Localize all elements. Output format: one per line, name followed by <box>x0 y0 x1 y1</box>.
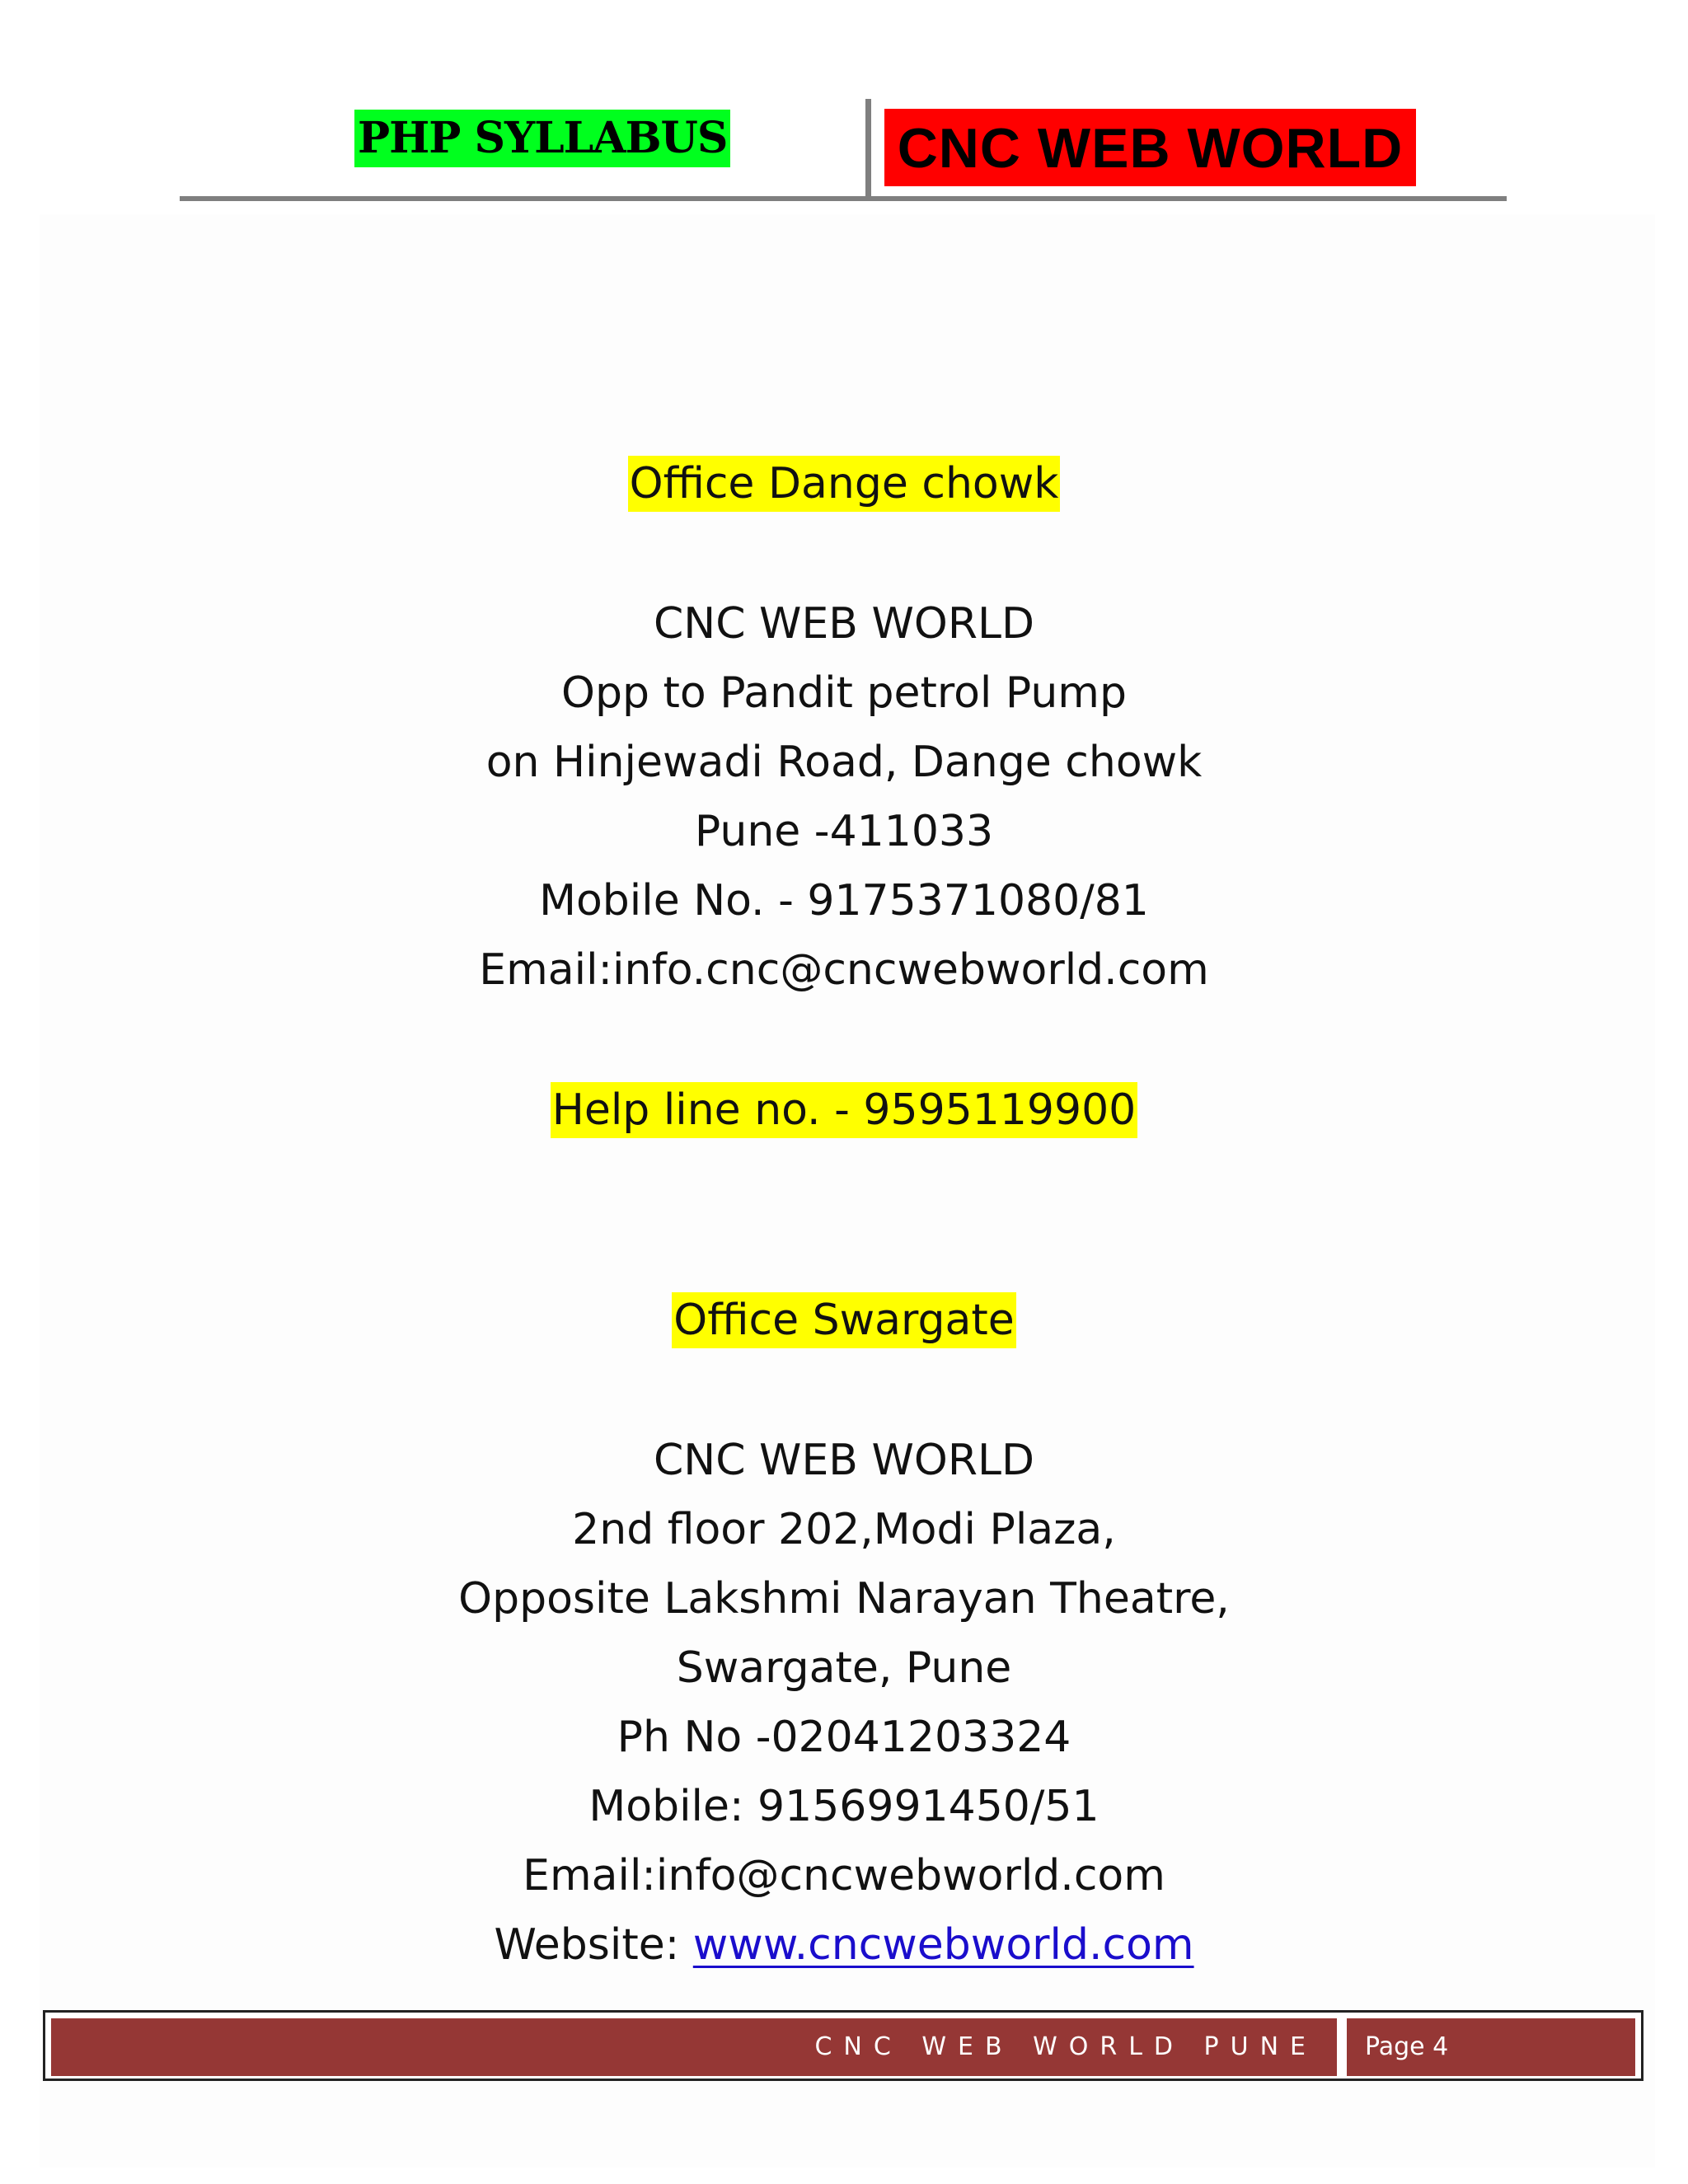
office1-heading-row <box>0 449 1688 518</box>
office2-address-line1: 2nd floor 202,Modi Plaza, <box>572 1505 1116 1554</box>
office1-mobile: Mobile No. - 9175371080/81 <box>539 876 1149 926</box>
header-rule <box>180 196 1507 201</box>
office2-heading-row <box>0 1286 1688 1355</box>
office1-helpline-row <box>0 1076 1688 1145</box>
office1-helpline: Help line no. - 9595119900 <box>551 1082 1138 1138</box>
header-title-php-syllabus: PHP SYLLABUS <box>354 110 730 167</box>
office2-phone: Ph No -02041203324 <box>617 1713 1071 1762</box>
office2-website-label: Website: <box>494 1920 693 1970</box>
website-link[interactable]: www.cncwebworld.com <box>692 1920 1194 1970</box>
office1-address-line1: Opp to Pandit petrol Pump <box>561 668 1127 718</box>
office2-email: Email:info@cncwebworld.com <box>523 1851 1165 1900</box>
office1-city: Pune -411033 <box>694 807 994 856</box>
footer-page-number: Page 4 <box>1365 2032 1449 2061</box>
office2-website-row <box>0 1910 1688 1980</box>
header-divider <box>865 99 871 198</box>
office1-name: CNC WEB WORLD <box>653 599 1034 649</box>
footer-company-text: CNC WEB WORLD PUNE <box>814 2032 1317 2061</box>
office1-heading: Office Dange chowk <box>628 456 1061 512</box>
office1-address-line2: on Hinjewadi Road, Dange chowk <box>485 738 1203 787</box>
office2-address-line2: Opposite Lakshmi Narayan Theatre, <box>458 1574 1230 1624</box>
office2-mobile: Mobile: 9156991450/51 <box>588 1782 1100 1831</box>
header-brand-title: CNC WEB WORLD <box>884 109 1416 186</box>
office2-heading: Office Swargate <box>672 1292 1015 1348</box>
office2-city: Swargate, Pune <box>676 1643 1012 1693</box>
office2-name: CNC WEB WORLD <box>653 1436 1034 1485</box>
office1-email: Email:info.cnc@cncwebworld.com <box>479 945 1209 995</box>
